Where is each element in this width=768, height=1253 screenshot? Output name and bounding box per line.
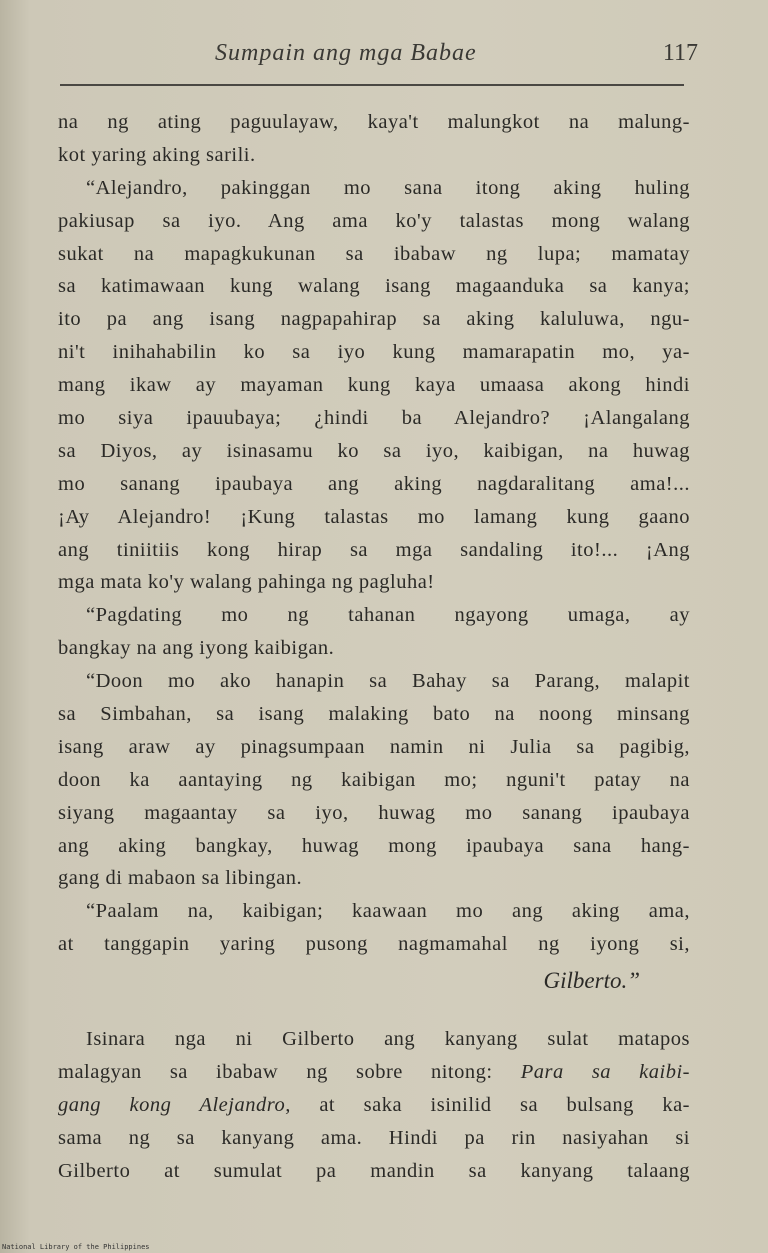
text-line: sa Simbahan, sa isang malaking bato na noong minsang [58, 703, 690, 726]
text-line: isang araw ay pinagsumpaan namin ni Julia sa pagibig, [58, 735, 690, 758]
text-line: mo siya ipauubaya; ¿hindi ba Alejandro? ¡Alangalang [58, 407, 690, 430]
text-line [58, 1089, 690, 1122]
page-number: 117 [662, 40, 698, 66]
text-span: at saka isinilid sa bulsang ka- [290, 1093, 690, 1116]
letter-signature: Gilberto.” [543, 968, 640, 994]
paragraph-spacer [58, 1001, 690, 1023]
text-line: Gilberto at sumulat pa mandin sa kanyang talaang [58, 1159, 690, 1182]
text-line: mga mata ko'y walang pahinga ng pagluha! [58, 571, 435, 594]
text-line [58, 1056, 690, 1089]
library-watermark: National Library of the Philippines [2, 1243, 150, 1251]
header-rule [60, 84, 684, 86]
text-line: na ng ating paguulayaw, kaya't malungkot na malung- [58, 111, 690, 133]
text-line: pakiusap sa iyo. Ang ama ko'y talastas mong walang [58, 209, 690, 232]
running-title: Sumpain ang mga Babae [215, 40, 477, 66]
text-line: ni't inihahabilin ko sa iyo kung mamarapatin mo, ya- [58, 341, 690, 364]
text-line: mo sanang ipaubaya ang aking nagdaralitang ama!... [58, 472, 690, 495]
text-line: at tanggapin yaring pusong nagmamahal ng iyong si, [58, 933, 690, 956]
text-line: gang di mabaon sa libingan. [58, 867, 303, 890]
text-line: Isinara nga ni Gilberto ang kanyang sulat matapos [86, 1028, 690, 1051]
text-line: sukat na mapagkukunan sa ibabaw ng lupa; mamatay [58, 242, 690, 265]
text-line: “Pagdating mo ng tahanan ngayong umaga, ay [86, 604, 690, 627]
text-line: ang tiniitiis kong hirap sa mga sandaling ito!... ¡Ang [58, 538, 690, 561]
text-line: sa katimawaan kung walang isang magaanduka sa kanya; [58, 275, 690, 298]
italic-span: Para sa kaibi- [520, 1061, 690, 1084]
text-line: ito pa ang isang nagpapahirap sa aking kaluluwa, ngu- [58, 308, 690, 331]
text-line: ¡Ay Alejandro! ¡Kung talastas mo lamang kung gaano [58, 505, 690, 528]
text-line: sama ng sa kanyang ama. Hindi pa rin nasiyahan si [58, 1126, 690, 1149]
text-line: “Paalam na, kaibigan; kaawaan mo ang aking ama, [86, 900, 690, 923]
text-line: mang ikaw ay mayaman kung kaya umaasa akong hindi [58, 374, 690, 397]
text-line: “Doon mo ako hanapin sa Bahay sa Parang, malapit [86, 670, 690, 693]
text-line: kot yaring aking sarili. [58, 143, 256, 166]
text-line: doon ka aantaying ng kaibigan mo; nguni't patay na [58, 768, 690, 791]
text-line: sa Diyos, ay isinasamu ko sa iyo, kaibigan, na huwag [58, 439, 690, 462]
text-span: malagyan sa ibabaw ng sobre nitong: [58, 1061, 521, 1084]
text-line: siyang magaantay sa iyo, huwag mo sanang ipaubaya [58, 801, 690, 824]
text-line: bangkay na ang iyong kaibigan. [58, 637, 335, 660]
italic-span: gang kong Alejandro, [58, 1093, 291, 1116]
text-line: “Alejandro, pakinggan mo sana itong aking huling [86, 176, 690, 199]
text-line: ang aking bangkay, huwag mong ipaubaya sana hang- [58, 834, 690, 857]
page-header [60, 38, 698, 78]
page-body [58, 106, 690, 1188]
